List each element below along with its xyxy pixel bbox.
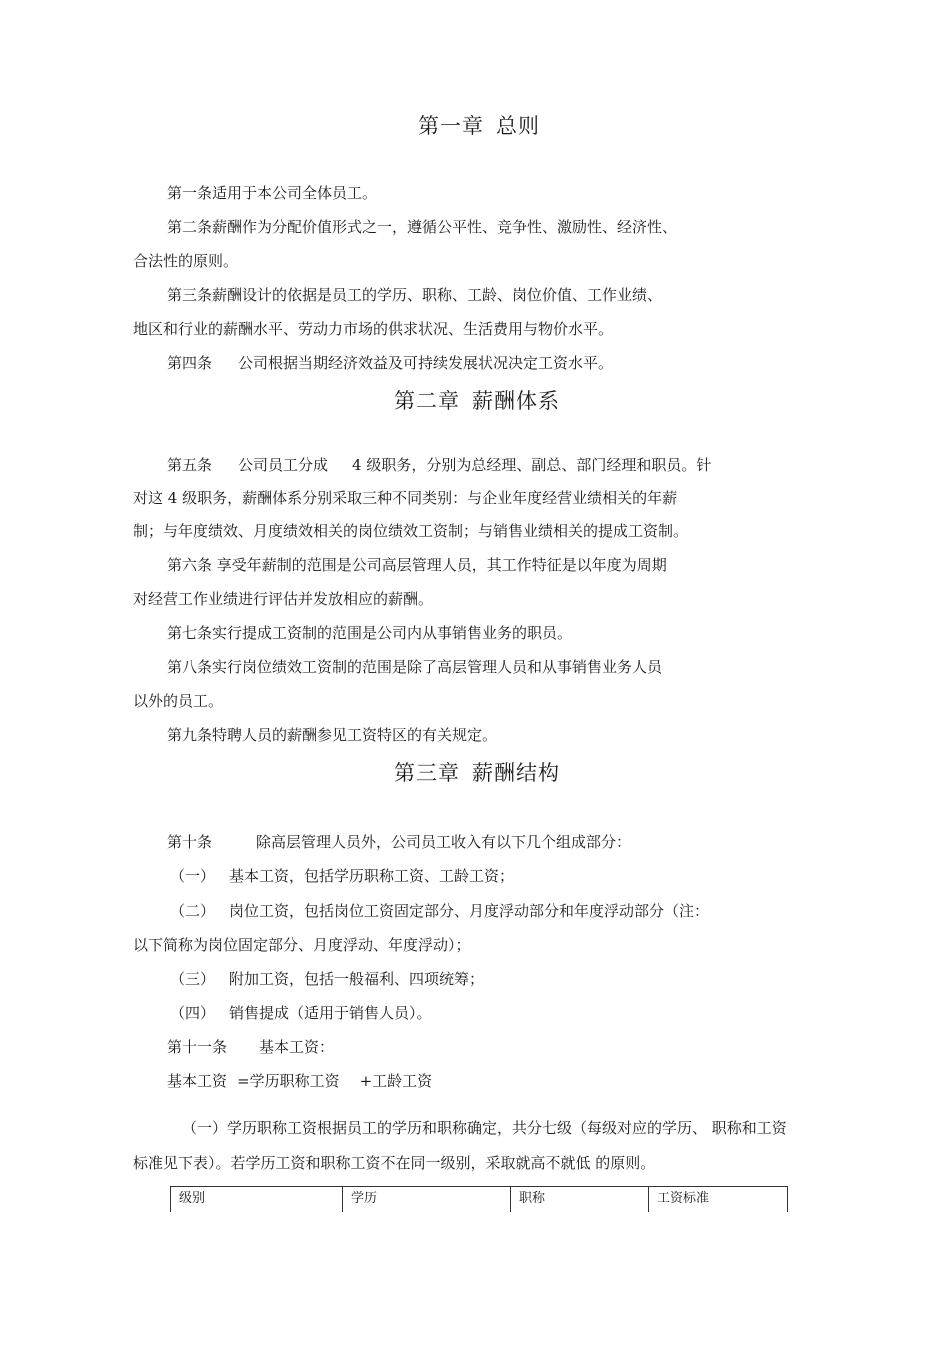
- chapter-1-number: 第一章: [418, 114, 484, 138]
- paragraph-1-line-1: （一）学历职称工资根据员工的学历和职称确定，共分七级（每级对应的学历、 职称和工资: [182, 1119, 787, 1137]
- article-2-line-2: 合法性的原则。: [133, 252, 239, 270]
- list-item: [170, 901, 709, 921]
- list-item-text: 销售提成（适用于销售人员）。: [229, 1004, 432, 1022]
- formula-plus: +工龄工资: [359, 1072, 433, 1090]
- chapter-2-title: 薪酬体系: [472, 389, 560, 413]
- article-4: [167, 353, 613, 373]
- chapter-2-heading: [394, 388, 560, 414]
- list-item-number: （一）: [170, 867, 216, 885]
- article-4-label: 第四条: [167, 354, 213, 372]
- list-item-number: （二）: [170, 902, 216, 920]
- chapter-3-heading: [394, 760, 560, 786]
- article-11-label: 第十一条: [167, 1038, 228, 1056]
- article-2-line-1: 第二条薪酬作为分配价值形式之一，遵循公平性、竞争性、激励性、经济性、: [167, 218, 678, 236]
- article-11-text: 基本工资：: [259, 1038, 335, 1056]
- list-item-text: 基本工资，包括学历职称工资、工龄工资；: [229, 867, 515, 885]
- article-10: [167, 832, 631, 852]
- article-11: [167, 1037, 334, 1057]
- formula-equals: =学历职称工资: [237, 1072, 340, 1090]
- list-item: [170, 866, 514, 886]
- list-item-continuation: 以下简称为岗位固定部分、月度浮动、年度浮动）；: [133, 936, 471, 954]
- article-5-line-2: 对这 4 级职务，薪酬体系分别采取三种不同类别：与企业年度经营业绩相关的年薪: [133, 489, 678, 507]
- list-item: [170, 1003, 432, 1023]
- article-1: 第一条适用于本公司全体员工。: [167, 184, 378, 202]
- article-5-text-a: 公司员工分成: [238, 456, 329, 474]
- article-6-line-1: 第六条 享受年薪制的范围是公司高层管理人员，其工作特征是以年度为周期: [167, 556, 667, 574]
- article-7: 第七条实行提成工资制的范围是公司内从事销售业务的职员。: [167, 624, 573, 642]
- article-5-label: 第五条: [167, 456, 213, 474]
- chapter-3-number: 第三章: [394, 761, 460, 785]
- article-5-line-1: [167, 455, 711, 475]
- list-item: [170, 969, 484, 989]
- list-item-text: 岗位工资，包括岗位工资固定部分、月度浮动部分和年度浮动部分（注：: [229, 902, 710, 920]
- chapter-1-title: 总则: [496, 114, 540, 138]
- article-3-line-1: 第三条薪酬设计的依据是员工的学历、职称、工龄、岗位价值、工作业绩、: [167, 286, 663, 304]
- article-4-text: 公司根据当期经济效益及可持续发展状况决定工资水平。: [238, 354, 614, 372]
- header-cell-level: 级别: [171, 1187, 343, 1212]
- paragraph-1-line-2: 标准见下表）。若学历工资和职称工资不在同一级别，采取就高不就低 的原则。: [133, 1154, 656, 1172]
- chapter-1-heading: [418, 113, 540, 139]
- article-9: 第九条特聘人员的薪酬参见工资特区的有关规定。: [167, 726, 498, 744]
- salary-formula: [167, 1071, 432, 1091]
- list-item-number: （三）: [170, 970, 216, 988]
- header-cell-title: 职称: [511, 1187, 649, 1212]
- formula-left: 基本工资: [167, 1072, 228, 1090]
- article-5-text-b: 4 级职务，分别为总经理、副总、部门经理和职员。针: [352, 456, 712, 474]
- list-item-number: （四）: [170, 1004, 216, 1022]
- header-cell-education: 学历: [343, 1187, 511, 1212]
- article-8-line-2: 以外的员工。: [133, 692, 224, 710]
- article-3-line-2: 地区和行业的薪酬水平、劳动力市场的供求状况、生活费用与物价水平。: [133, 320, 614, 338]
- article-5-line-3: 制；与年度绩效、月度绩效相关的岗位绩效工资制；与销售业绩相关的提成工资制。: [133, 522, 689, 540]
- chapter-3-title: 薪酬结构: [472, 761, 560, 785]
- list-item-text: 附加工资，包括一般福利、四项统筹；: [229, 970, 485, 988]
- article-8-line-1: 第八条实行岗位绩效工资制的范围是除了高层管理人员和从事销售业务人员: [167, 658, 663, 676]
- chapter-2-number: 第二章: [394, 389, 460, 413]
- article-10-text: 除高层管理人员外，公司员工收入有以下几个组成部分：: [256, 833, 632, 851]
- article-10-label: 第十条: [167, 833, 213, 851]
- header-cell-salary: 工资标准: [657, 1191, 710, 1206]
- salary-table-header: [170, 1186, 788, 1212]
- article-6-line-2: 对经营工作业绩进行评估并发放相应的薪酬。: [133, 590, 434, 608]
